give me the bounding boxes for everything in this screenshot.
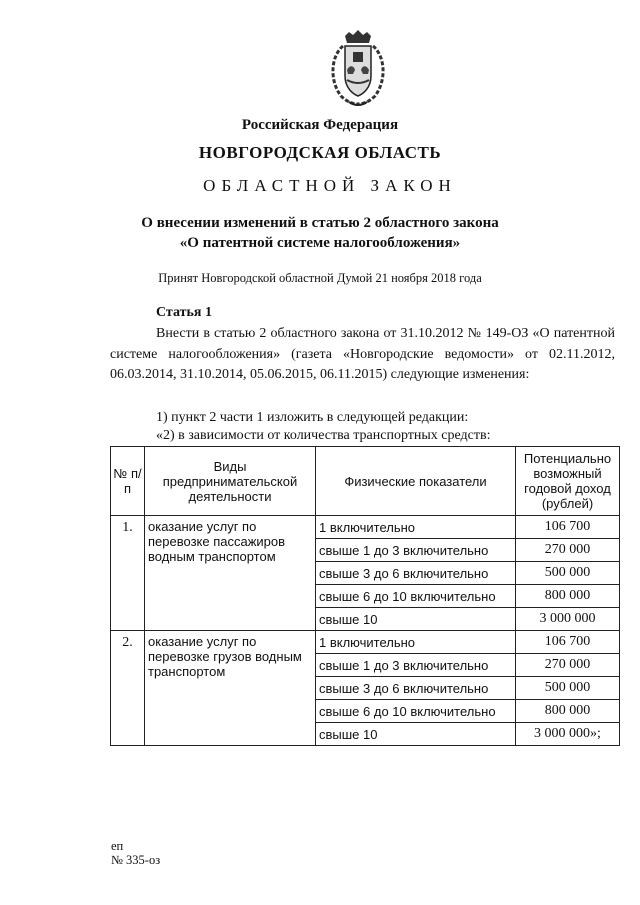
indicator-cell: 1 включительно	[316, 516, 516, 539]
income-cell: 800 000	[516, 700, 620, 723]
indicator-cell: свыше 3 до 6 включительно	[316, 562, 516, 585]
row-number: 2.	[111, 631, 145, 746]
income-cell: 106 700	[516, 516, 620, 539]
row-number: 1.	[111, 516, 145, 631]
article-heading: Статья 1	[156, 305, 212, 320]
indicator-cell: свыше 1 до 3 включительно	[316, 539, 516, 562]
income-cell: 3 000 000	[516, 608, 620, 631]
income-table	[110, 446, 620, 746]
header-activity: Виды предпринимательской деятельности	[145, 447, 316, 516]
income-cell: 270 000	[516, 654, 620, 677]
header-indicator: Физические показатели	[316, 447, 516, 516]
activity-cell: оказание услуг по перевозке пассажиров водным транспортом	[145, 516, 316, 631]
activity-cell: оказание услуг по перевозке грузов водным транспортом	[145, 631, 316, 746]
income-cell: 500 000	[516, 562, 620, 585]
indicator-cell: свыше 10	[316, 723, 516, 746]
indicator-cell: свыше 6 до 10 включительно	[316, 700, 516, 723]
indicator-cell: свыше 3 до 6 включительно	[316, 677, 516, 700]
adoption-note: Принят Новгородской областной Думой 21 ноября 2018 года	[158, 271, 482, 285]
coat-of-arms-icon	[323, 30, 393, 108]
footer-law-number: № 335-оз	[111, 853, 161, 867]
income-cell: 270 000	[516, 539, 620, 562]
income-cell: 500 000	[516, 677, 620, 700]
income-cell: 800 000	[516, 585, 620, 608]
law-title-line-1: О внесении изменений в статью 2 областного закона	[141, 215, 499, 231]
indicator-cell: свыше 10	[316, 608, 516, 631]
table-header-row	[111, 447, 620, 516]
law-title	[0, 213, 640, 253]
indicator-cell: 1 включительно	[316, 631, 516, 654]
indicator-cell: свыше 6 до 10 включительно	[316, 585, 516, 608]
income-cell: 106 700	[516, 631, 620, 654]
article-item-2: «2) в зависимости от количества транспортных средств:	[156, 428, 491, 443]
article-item-1: 1) пункт 2 части 1 изложить в следующей редакции:	[156, 410, 469, 425]
header-income: Потенциально возможный годовой доход (рублей)	[516, 447, 620, 516]
law-title-line-2: «О патентной системе налогообложения»	[179, 235, 461, 251]
table-row	[111, 631, 620, 654]
article-intro: Внести в статью 2 областного закона от 31.10.2012 № 149-ОЗ «О патентной системе налогообложения» (газета «Новгородские ведомости» от 02.11.2012, 06.03.2014, 31.10.2014, 05.06.2015, 06.11.2015) следующие изменения:	[110, 326, 615, 382]
region-name: НОВГОРОДСКАЯ ОБЛАСТЬ	[198, 143, 442, 162]
footer-initials: еп	[111, 839, 124, 853]
country-name: Российская Федерация	[241, 117, 399, 133]
indicator-cell: свыше 1 до 3 включительно	[316, 654, 516, 677]
table-row	[111, 516, 620, 539]
header-number: № п/п	[111, 447, 145, 516]
document-type: ОБЛАСТНОЙ ЗАКОН	[203, 176, 457, 195]
income-cell: 3 000 000»;	[516, 723, 620, 746]
